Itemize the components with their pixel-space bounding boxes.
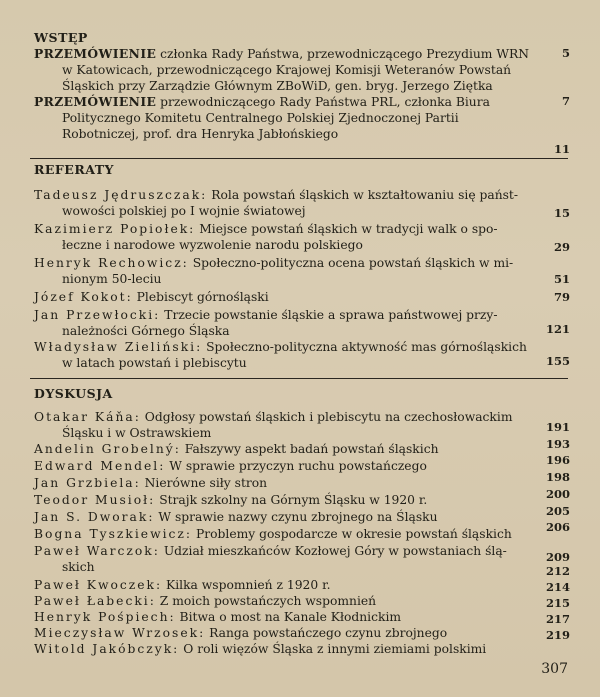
toc-entry (34, 544, 542, 576)
entry-title: Społeczno-polityczna ocena powstań śląskich w mi- (188, 256, 514, 270)
toc-entry (34, 94, 542, 142)
page-number: 212 (545, 564, 570, 578)
entry-title: O roli więzów Śląska z innymi ziemiami polskimi (179, 642, 487, 656)
page-number: 7 (561, 94, 570, 108)
entry-continuation: łeczne i narodowe wyzwolenie narodu polskiego (62, 237, 363, 252)
toc-entry (34, 594, 542, 610)
entry-title: Trzecie powstanie śląskie a sprawa państwowej przy- (160, 308, 498, 322)
toc-entry (34, 626, 542, 642)
entry-title: Rola powstań śląskich w kształtowaniu się państ- (207, 188, 519, 202)
toc-entry (34, 222, 542, 254)
entry-title: Z moich powstańczych wspomnień (155, 594, 377, 608)
page-number: 206 (545, 520, 570, 534)
entry-author: Teodor Musioł: (34, 493, 156, 507)
divider (30, 158, 568, 159)
page-number: 11 (553, 142, 570, 156)
entry-continuation: Politycznego Komitetu Centralnego Polskiej Zjednoczonej Partii (62, 110, 459, 125)
toc-entry (34, 308, 542, 340)
entry-continuation: skich (62, 559, 95, 574)
toc-entry (34, 290, 542, 306)
entry-continuation: w latach powstań i plebiscytu (62, 355, 247, 370)
toc-entry (34, 188, 542, 220)
toc-entry (34, 642, 542, 658)
entry-continuation: wowości polskiej po I wojnie światowej (62, 203, 306, 218)
entry-title: Fałszywy aspekt badań powstań śląskich (180, 442, 439, 456)
entry-author: Jan Przewłocki: (34, 308, 161, 322)
entry-lead: PRZEMÓWIENIE (34, 94, 157, 109)
entry-continuation: w Katowicach, przewodniczącego Krajowej Komisji Weteranów Powstań (62, 62, 512, 77)
page-number: 29 (553, 240, 570, 254)
entry-title: Ranga powstańczego czynu zbrojnego (205, 626, 448, 640)
page-number: 205 (545, 504, 570, 518)
entry-lead: PRZEMÓWIENIE (34, 46, 157, 61)
toc-entry (34, 578, 542, 594)
entry-title: Społeczno-polityczna aktywność mas górnośląskich (202, 340, 527, 354)
page-number: 219 (545, 628, 570, 642)
page-number: 217 (545, 612, 570, 626)
page-number: 198 (545, 470, 570, 484)
entry-title: członka Rady Państwa, przewodniczącego Prezydium WRN (156, 47, 530, 61)
entry-continuation: Śląskich przy Zarządzie Głównym ZBoWiD, gen. bryg. Jerzego Ziętka (62, 78, 493, 93)
entry-author: Tadeusz Jędruszczak: (34, 188, 208, 202)
entry-author: Otakar Káňa: (34, 410, 141, 424)
page-number: 121 (545, 322, 570, 336)
entry-author: Władysław Zieliński: (34, 340, 203, 354)
entry-author: Paweł Kwoczek: (34, 578, 163, 592)
entry-author: Kazimierz Popiołek: (34, 222, 196, 236)
entry-title: Kilka wspomnień z 1920 r. (162, 578, 331, 592)
page-number: 196 (545, 453, 570, 467)
entry-title: Problemy gospodarcze w okresie powstań śląskich (192, 527, 512, 541)
page-number: 51 (553, 272, 570, 286)
entry-title: W sprawie przyczyn ruchu powstańczego (165, 459, 427, 473)
page-number: 200 (545, 487, 570, 501)
entry-continuation: nionym 50-leciu (62, 271, 162, 286)
entry-title: Strajk szkolny na Górnym Śląsku w 1920 r. (155, 493, 428, 507)
toc-entry (34, 46, 542, 94)
toc-entry (34, 476, 542, 492)
page-number: 214 (545, 580, 570, 594)
toc-entry (34, 527, 542, 543)
divider (30, 378, 568, 379)
toc-entry (34, 340, 542, 372)
toc-entry (34, 610, 542, 626)
toc-entry (34, 459, 542, 475)
entry-author: Jan S. Dworak: (34, 510, 155, 524)
entry-title: Miejsce powstań śląskich w tradycji walk o spo- (195, 222, 498, 236)
entry-author: Bogna Tyszkiewicz: (34, 527, 193, 541)
entry-author: Henryk Rechowicz: (34, 256, 189, 270)
entry-title: W sprawie nazwy czynu zbrojnego na Śląsku (154, 510, 438, 524)
page-number: 15 (553, 206, 570, 220)
entry-author: Andelin Grobelný: (34, 442, 181, 456)
page-number: 193 (545, 437, 570, 451)
page-number: 191 (545, 420, 570, 434)
entry-title: Odgłosy powstań śląskich i plebiscytu na czechosłowackim (140, 410, 513, 424)
entry-author: Paweł Warczok: (34, 544, 160, 558)
entry-continuation: Robotniczej, prof. dra Henryka Jabłońskiego (62, 126, 339, 141)
entry-title: Udział mieszkańców Kozłowej Góry w powstaniach ślą- (159, 544, 507, 558)
entry-author: Witold Jakóbczyk: (34, 642, 180, 656)
toc-entry (34, 442, 542, 458)
toc-entry (34, 493, 542, 509)
entry-author: Mieczysław Wrzosek: (34, 626, 206, 640)
section-title-wstep: WSTĘP (34, 30, 88, 45)
page-number: 209 (545, 550, 570, 564)
entry-title: przewodniczącego Rady Państwa PRL, członka Biura (156, 95, 490, 109)
entry-title: Plebiscyt górnośląski (132, 290, 269, 304)
entry-author: Jan Grzbiela: (34, 476, 141, 490)
section-title-dyskusja: DYSKUSJA (34, 386, 113, 401)
entry-author: Paweł Łabecki: (34, 594, 156, 608)
entry-author: Józef Kokot: (34, 290, 133, 304)
entry-author: Edward Mendel: (34, 459, 166, 473)
section-title-referaty: REFERATY (34, 162, 114, 177)
entry-continuation: należności Górnego Śląska (62, 323, 230, 338)
toc-entry (34, 410, 542, 442)
page-number: 155 (545, 354, 570, 368)
entry-title: Bitwa o most na Kanale Kłodnickim (175, 610, 402, 624)
page-number: 5 (561, 46, 570, 60)
entry-title: Nierówne siły stron (140, 476, 268, 490)
toc-entry (34, 256, 542, 288)
toc-entry (34, 510, 542, 526)
entry-author: Henryk Pośpiech: (34, 610, 176, 624)
entry-continuation: Śląsku i w Ostrawskiem (62, 425, 212, 440)
page-number: 215 (545, 596, 570, 610)
folio-page-number: 307 (541, 661, 568, 677)
page-number: 79 (553, 290, 570, 304)
